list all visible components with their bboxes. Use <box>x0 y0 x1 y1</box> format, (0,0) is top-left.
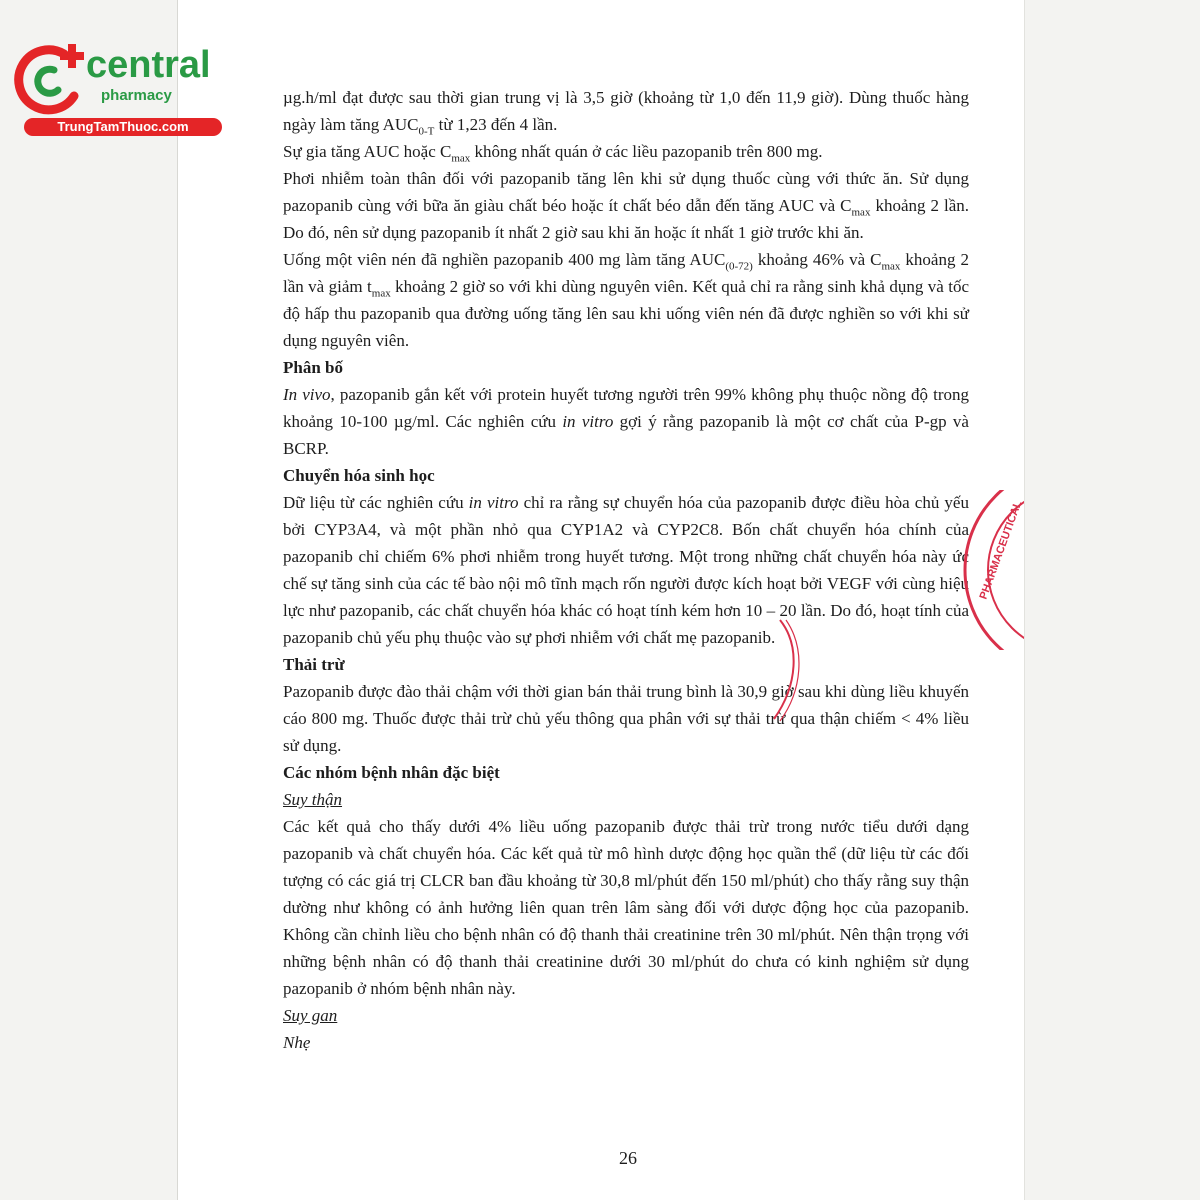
paragraph-crushed-tablet: Uống một viên nén đã nghiền pazopanib 400 mg làm tăng $AUC_{(0-72)}$ khoảng 46% và $C_{max}$ khoảng 2 lần và giảm $t_{max}$ khoảng 2 giờ so với khi dùng nguyên viên. Kết quả chỉ ra rằng sinh khả dụng và tốc độ hấp thu pazopanib qua đường uống tăng lên sau khi uống viên nén đã được nghiền so với khi sử dụng nguyên viên. <box>283 250 969 350</box>
paragraph-metabolism: Dữ liệu từ các nghiên cứu in vitro chỉ ra rằng sự chuyển hóa của pazopanib được điều hòa chủ yếu bởi CYP3A4, và một phần nhỏ qua CYP1A2 và CYP2C8. Bốn chất chuyển hóa chính của pazopanib chỉ chiếm 6% phơi nhiễm trong huyết tương. Một trong những chất chuyển hóa này ức chế sự tăng sinh của các tế bào nội mô tĩnh mạch rốn người được kích hoạt bởi VEGF với cùng hiệu lực như pazopanib, các chất chuyển hóa khác có hoạt tính kém hơn 10 – 20 lần. Do đó, hoạt tính của pazopanib chủ yếu phụ thuộc vào sự phơi nhiễm với chất mẹ pazopanib. <box>283 493 969 647</box>
logo-subtitle: pharmacy <box>101 87 172 104</box>
paragraph-auc-cmax: Sự gia tăng AUC hoặc $C_{max}$ không nhất quán ở các liều pazopanib trên 800 mg. <box>283 142 823 165</box>
label-mild: Nhẹ <box>283 1033 311 1052</box>
company-stamp-icon <box>960 490 1024 650</box>
logo-brand: central <box>86 44 211 86</box>
logo-website[interactable]: TrungTamThuoc.com <box>24 118 222 136</box>
pharmacy-cross-logo-icon <box>12 38 92 118</box>
paragraph-renal: Các kết quả cho thấy dưới 4% liều uống pazopanib được thải trừ trong nước tiểu dưới dạng pazopanib và chất chuyển hóa. Các kết quả từ mô hình dược động học quần thể (dữ liệu từ các đối tượng có các giá trị CLCR ban đầu khoảng từ 30,8 ml/phút đến 150 ml/phút) cho thấy rằng suy thận dường như không có ảnh hưởng liên quan trên lâm sàng đối với dược động học của pazopanib. Không cần chỉnh liều cho bệnh nhân có độ thanh thải creatinine trên 30 ml/phút. Nên thận trọng với những bệnh nhân có độ thanh thải creatinine dưới 30 ml/phút do chưa có kinh nghiệm sử dụng pazopanib ở nhóm bệnh nhân này. <box>283 817 969 998</box>
document-body <box>283 84 969 1056</box>
heading-elimination: Thải trừ <box>283 655 345 674</box>
page-number: 26 <box>619 1148 637 1168</box>
heading-metabolism: Chuyển hóa sinh học <box>283 466 435 485</box>
heading-special-populations: Các nhóm bệnh nhân đặc biệt <box>283 763 500 782</box>
paragraph-distribution: In vivo, pazopanib gắn kết với protein huyết tương người trên 99% không phụ thuộc nồng độ trong khoảng 10-100 µg/ml. Các nghiên cứu in vitro gợi ý rằng pazopanib là một cơ chất của P-gp và BCRP. <box>283 385 969 458</box>
subheading-renal: Suy thận <box>283 790 343 809</box>
stamp-text: PHARMACEUTICAL <box>977 499 1024 602</box>
subheading-hepatic: Suy gan <box>283 1006 338 1025</box>
central-pharmacy-logo[interactable] <box>12 38 212 138</box>
paragraph-elimination: Pazopanib được đào thải chậm với thời gian bán thải trung bình là 30,9 giờ sau khi dùng liều khuyến cáo 800 mg. Thuốc được thải trừ chủ yếu thông qua phân với sự thải trừ qua thận chiếm < 4% liều sử dụng. <box>283 682 969 755</box>
paragraph-auc-daily: µg.h/ml đạt được sau thời gian trung vị là 3,5 giờ (khoảng từ 1,0 đến 11,9 giờ). Dùng thuốc hàng ngày làm tăng $AUC_{0-T}$ từ 1,23 đến 4 lần. <box>283 88 969 138</box>
paragraph-food-effect: Phơi nhiễm toàn thân đối với pazopanib tăng lên khi sử dụng thuốc cùng với thức ăn. Sử dụng pazopanib cùng với bữa ăn giàu chất béo hoặc ít chất béo dẫn đến tăng AUC và $C_{max}$ khoảng 2 lần. Do đó, nên sử dụng pazopanib ít nhất 2 giờ sau khi ăn hoặc ít nhất 1 giờ trước khi ăn. <box>283 169 969 242</box>
heading-distribution: Phân bố <box>283 358 343 377</box>
signature-mark-icon <box>760 615 810 725</box>
